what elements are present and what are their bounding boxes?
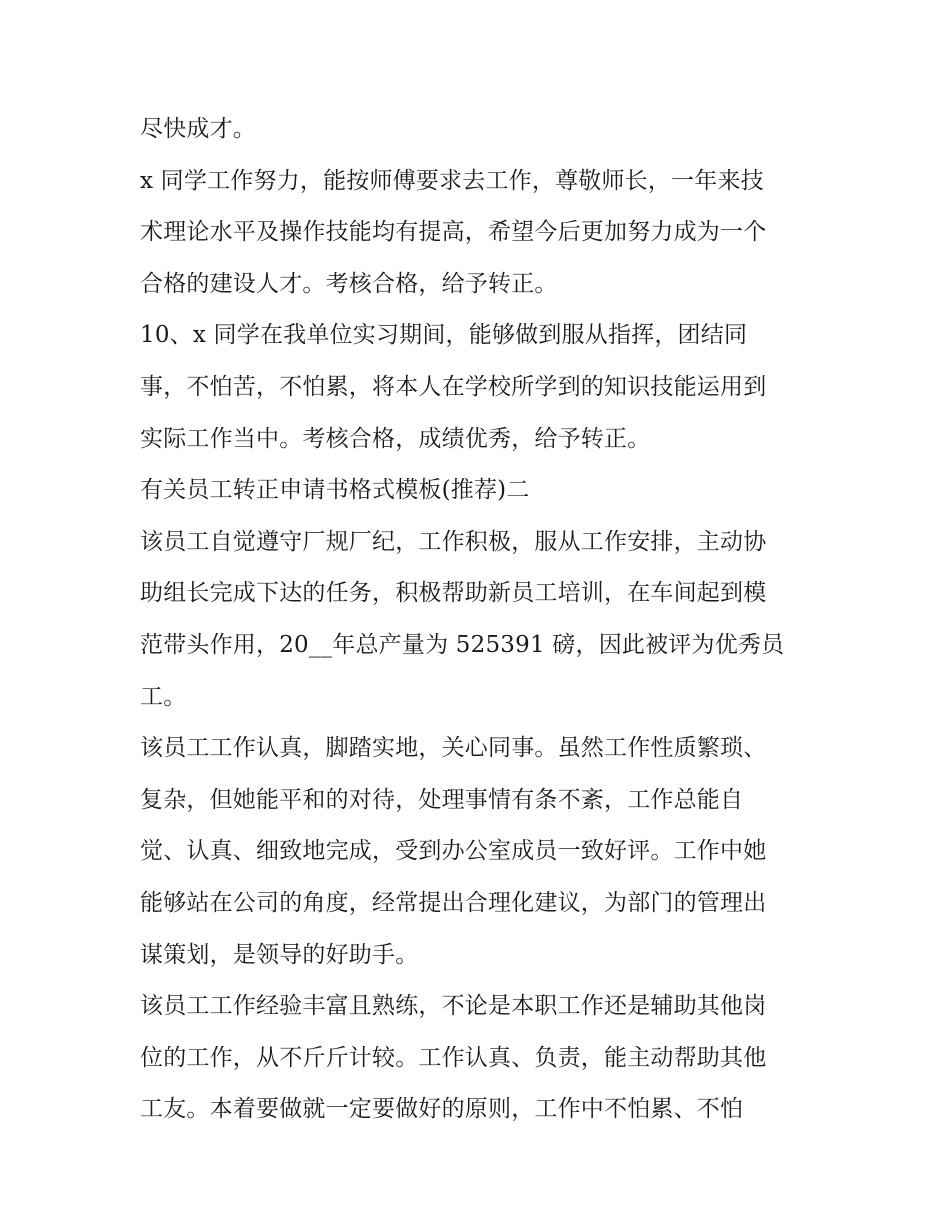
document-body [140,104,820,1136]
text-line: 谋策划，是领导的好助手。 [140,941,419,968]
text-line: 实际工作当中。考核合格，成绩优秀，给予转正。 [140,425,651,452]
text-line: 助组长完成下达的任务，积极帮助新员工培训，在车间起到模 [140,580,767,607]
text-line: 该员工自觉遵守厂规厂纪，工作积极，服从工作安排，主动协 [140,528,767,555]
text-line: 该员工工作经验丰富且熟练，不论是本职工作还是辅助其他岗 [140,993,767,1020]
text-line: 范带头作用，20__年总产量为 525391 磅，因此被评为优秀员 [140,631,785,658]
text-line: 工友。本着要做就一定要做好的原则，工作中不怕累、不怕 [140,1096,744,1123]
text-line: 事，不怕苦，不怕累，将本人在学校所学到的知识技能运用到 [140,373,767,400]
text-line: 10、x 同学在我单位实习期间，能够做到服从指挥，团结同 [140,322,748,349]
text-line: 位的工作，从不斤斤计较。工作认真、负责，能主动帮助其他 [140,1044,767,1071]
text-line: x 同学工作努力，能按师傅要求去工作，尊敬师长，一年来技 [140,167,764,194]
section-heading: 有关员工转正申请书格式模板(推荐)二 [140,477,530,504]
text-line: 术理论水平及操作技能均有提高，希望今后更加努力成为一个 [140,219,767,246]
text-line: 觉、认真、细致地完成，受到办公室成员一致好评。工作中她 [140,838,767,865]
text-line: 该员工工作认真，脚踏实地，关心同事。虽然工作性质繁琐、 [140,735,767,762]
text-line: 能够站在公司的角度，经常提出合理化建议，为部门的管理出 [140,889,767,916]
text-line: 工。 [140,683,187,710]
text-line: 尽快成才。 [140,116,256,142]
text-line: 复杂，但她能平和的对待，处理事情有条不紊，工作总能自 [140,786,744,813]
text-line: 合格的建设人才。考核合格，给予转正。 [140,270,558,297]
